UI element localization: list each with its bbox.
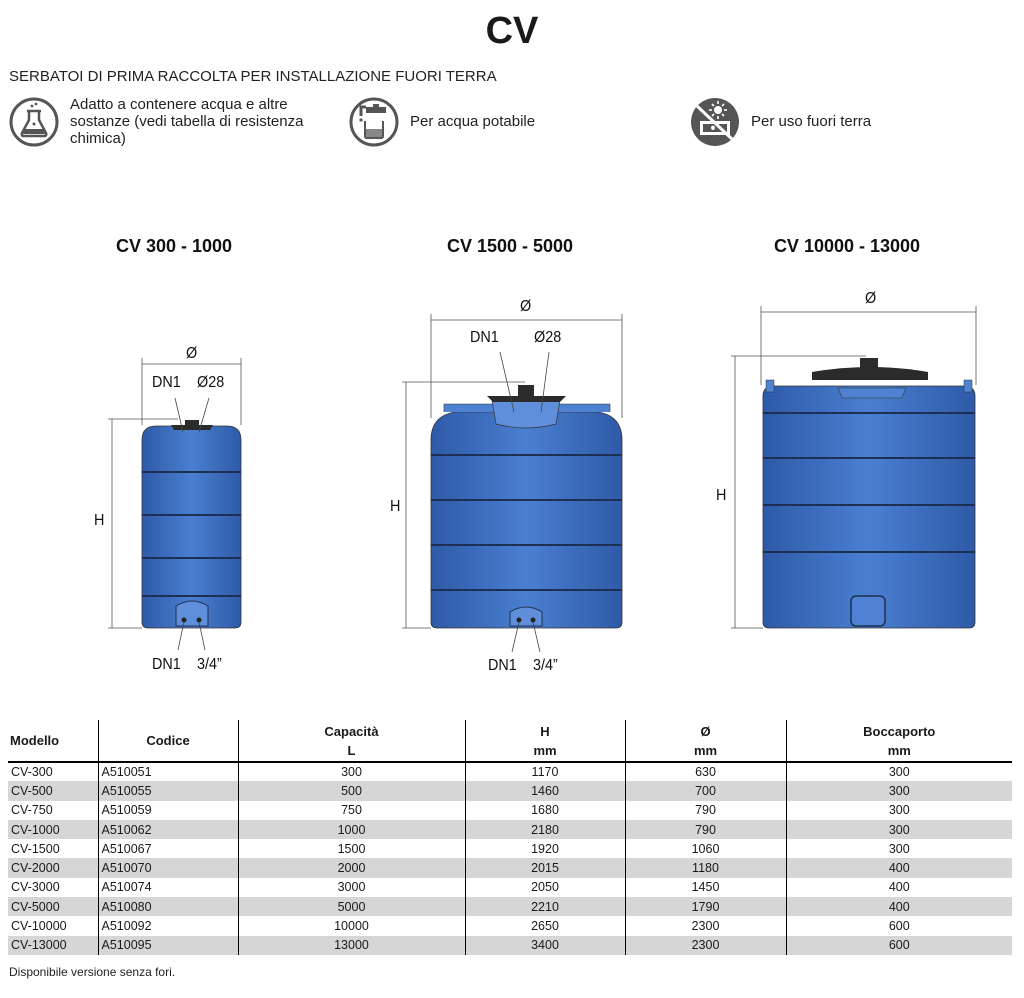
cell-boccaporto: 400 [786,858,1012,877]
header-codice: Codice [98,720,238,762]
table-row [8,878,1012,897]
cell-boccaporto: 300 [786,781,1012,800]
cell-modello: CV-300 [8,762,98,781]
cell-h: 1170 [465,762,625,781]
cell-diameter: 1060 [625,839,786,858]
tank-large-height-label: H [716,487,727,504]
tank-medium-diameter-label: Ø [520,298,532,315]
tank-medium-bottom-fitting-label: 3/4” [533,657,558,674]
tank-medium-top-o28-label: Ø28 [534,329,562,346]
cell-modello: CV-1500 [8,839,98,858]
tank-medium [402,314,622,652]
cell-modello: CV-750 [8,801,98,820]
table-row [8,916,1012,935]
header-modello: Modello [8,720,98,762]
cell-diameter: 700 [625,781,786,800]
cell-modello: CV-2000 [8,858,98,877]
cell-codice: A510080 [98,897,238,916]
table-row [8,762,1012,781]
cell-modello: CV-3000 [8,878,98,897]
cell-boccaporto: 300 [786,820,1012,839]
tank-large-diameter-label: Ø [865,290,877,307]
cell-diameter: 1450 [625,878,786,897]
cell-boccaporto: 300 [786,801,1012,820]
tank-small [108,358,241,650]
group-title-cv-1500-5000: CV 1500 - 5000 [446,236,574,256]
feature-potable-text: Per acqua potabile [410,113,536,130]
cell-capacita: 1000 [238,820,465,839]
tank-medium-bottom-dn1-label: DN1 [488,657,517,674]
header-diameter: Ø mm [625,720,786,762]
cell-h: 2210 [465,897,625,916]
cell-h: 1680 [465,801,625,820]
tank-medium-top-dn1-label: DN1 [470,329,499,346]
cell-h: 3400 [465,936,625,955]
cell-codice: A510051 [98,762,238,781]
cell-capacita: 500 [238,781,465,800]
cell-modello: CV-1000 [8,820,98,839]
table-row [8,839,1012,858]
cell-modello: CV-10000 [8,916,98,935]
page-subtitle: SERBATOI DI PRIMA RACCOLTA PER INSTALLAZIONE FUORI TERRA [9,68,497,85]
cell-boccaporto: 400 [786,897,1012,916]
tank-small-top-dn1-label: DN1 [152,374,181,391]
header-capacita: Capacità L [238,720,465,762]
table-row [8,820,1012,839]
cell-diameter: 790 [625,801,786,820]
group-title-cv-10000-13000: CV 10000 - 13000 [773,236,921,256]
header-h: H mm [465,720,625,762]
group-title-cv-300-1000: CV 300 - 1000 [115,236,233,256]
cell-modello: CV-5000 [8,897,98,916]
cell-codice: A510062 [98,820,238,839]
cell-h: 2015 [465,858,625,877]
tank-small-diameter-label: Ø [186,345,198,362]
cell-diameter: 630 [625,762,786,781]
page-title: CV [485,10,539,52]
cell-codice: A510059 [98,801,238,820]
cell-modello: CV-500 [8,781,98,800]
cell-capacita: 13000 [238,936,465,955]
cell-diameter: 1790 [625,897,786,916]
cell-h: 1460 [465,781,625,800]
cell-capacita: 300 [238,762,465,781]
cell-codice: A510095 [98,936,238,955]
specifications-table [8,720,1012,955]
cell-boccaporto: 300 [786,762,1012,781]
cell-diameter: 790 [625,820,786,839]
tank-medium-height-label: H [390,498,401,515]
tank-small-height-label: H [94,512,105,529]
cell-capacita: 750 [238,801,465,820]
cell-h: 2050 [465,878,625,897]
header-boccaporto: Boccaporto mm [786,720,1012,762]
cell-capacita: 5000 [238,897,465,916]
cell-h: 2650 [465,916,625,935]
cell-codice: A510074 [98,878,238,897]
table-header-row [8,720,1012,762]
cell-capacita: 1500 [238,839,465,858]
cell-capacita: 10000 [238,916,465,935]
cell-boccaporto: 600 [786,916,1012,935]
feature-outdoor-text: Per uso fuori terra [751,113,872,130]
tank-small-top-o28-label: Ø28 [197,374,225,391]
cell-codice: A510070 [98,858,238,877]
cell-codice: A510067 [98,839,238,858]
tank-large [731,306,976,628]
cell-h: 1920 [465,839,625,858]
tank-small-bottom-fitting-label: 3/4” [197,656,222,673]
cell-h: 2180 [465,820,625,839]
cell-codice: A510055 [98,781,238,800]
cell-boccaporto: 400 [786,878,1012,897]
table-row [8,801,1012,820]
footnote: Disponibile versione senza fori. [9,965,176,979]
cell-capacita: 3000 [238,878,465,897]
table-row [8,936,1012,955]
table-row [8,858,1012,877]
cell-codice: A510092 [98,916,238,935]
cell-diameter: 2300 [625,916,786,935]
table-row [8,897,1012,916]
cell-diameter: 2300 [625,936,786,955]
cell-diameter: 1180 [625,858,786,877]
feature-chemical-text: Adatto a contenere acqua e altre sostanze (vedi tabella di resistenza chimica) [70,96,304,147]
table-row [8,781,1012,800]
cell-modello: CV-13000 [8,936,98,955]
tank-small-bottom-dn1-label: DN1 [152,656,181,673]
cell-capacita: 2000 [238,858,465,877]
cell-boccaporto: 600 [786,936,1012,955]
cell-boccaporto: 300 [786,839,1012,858]
